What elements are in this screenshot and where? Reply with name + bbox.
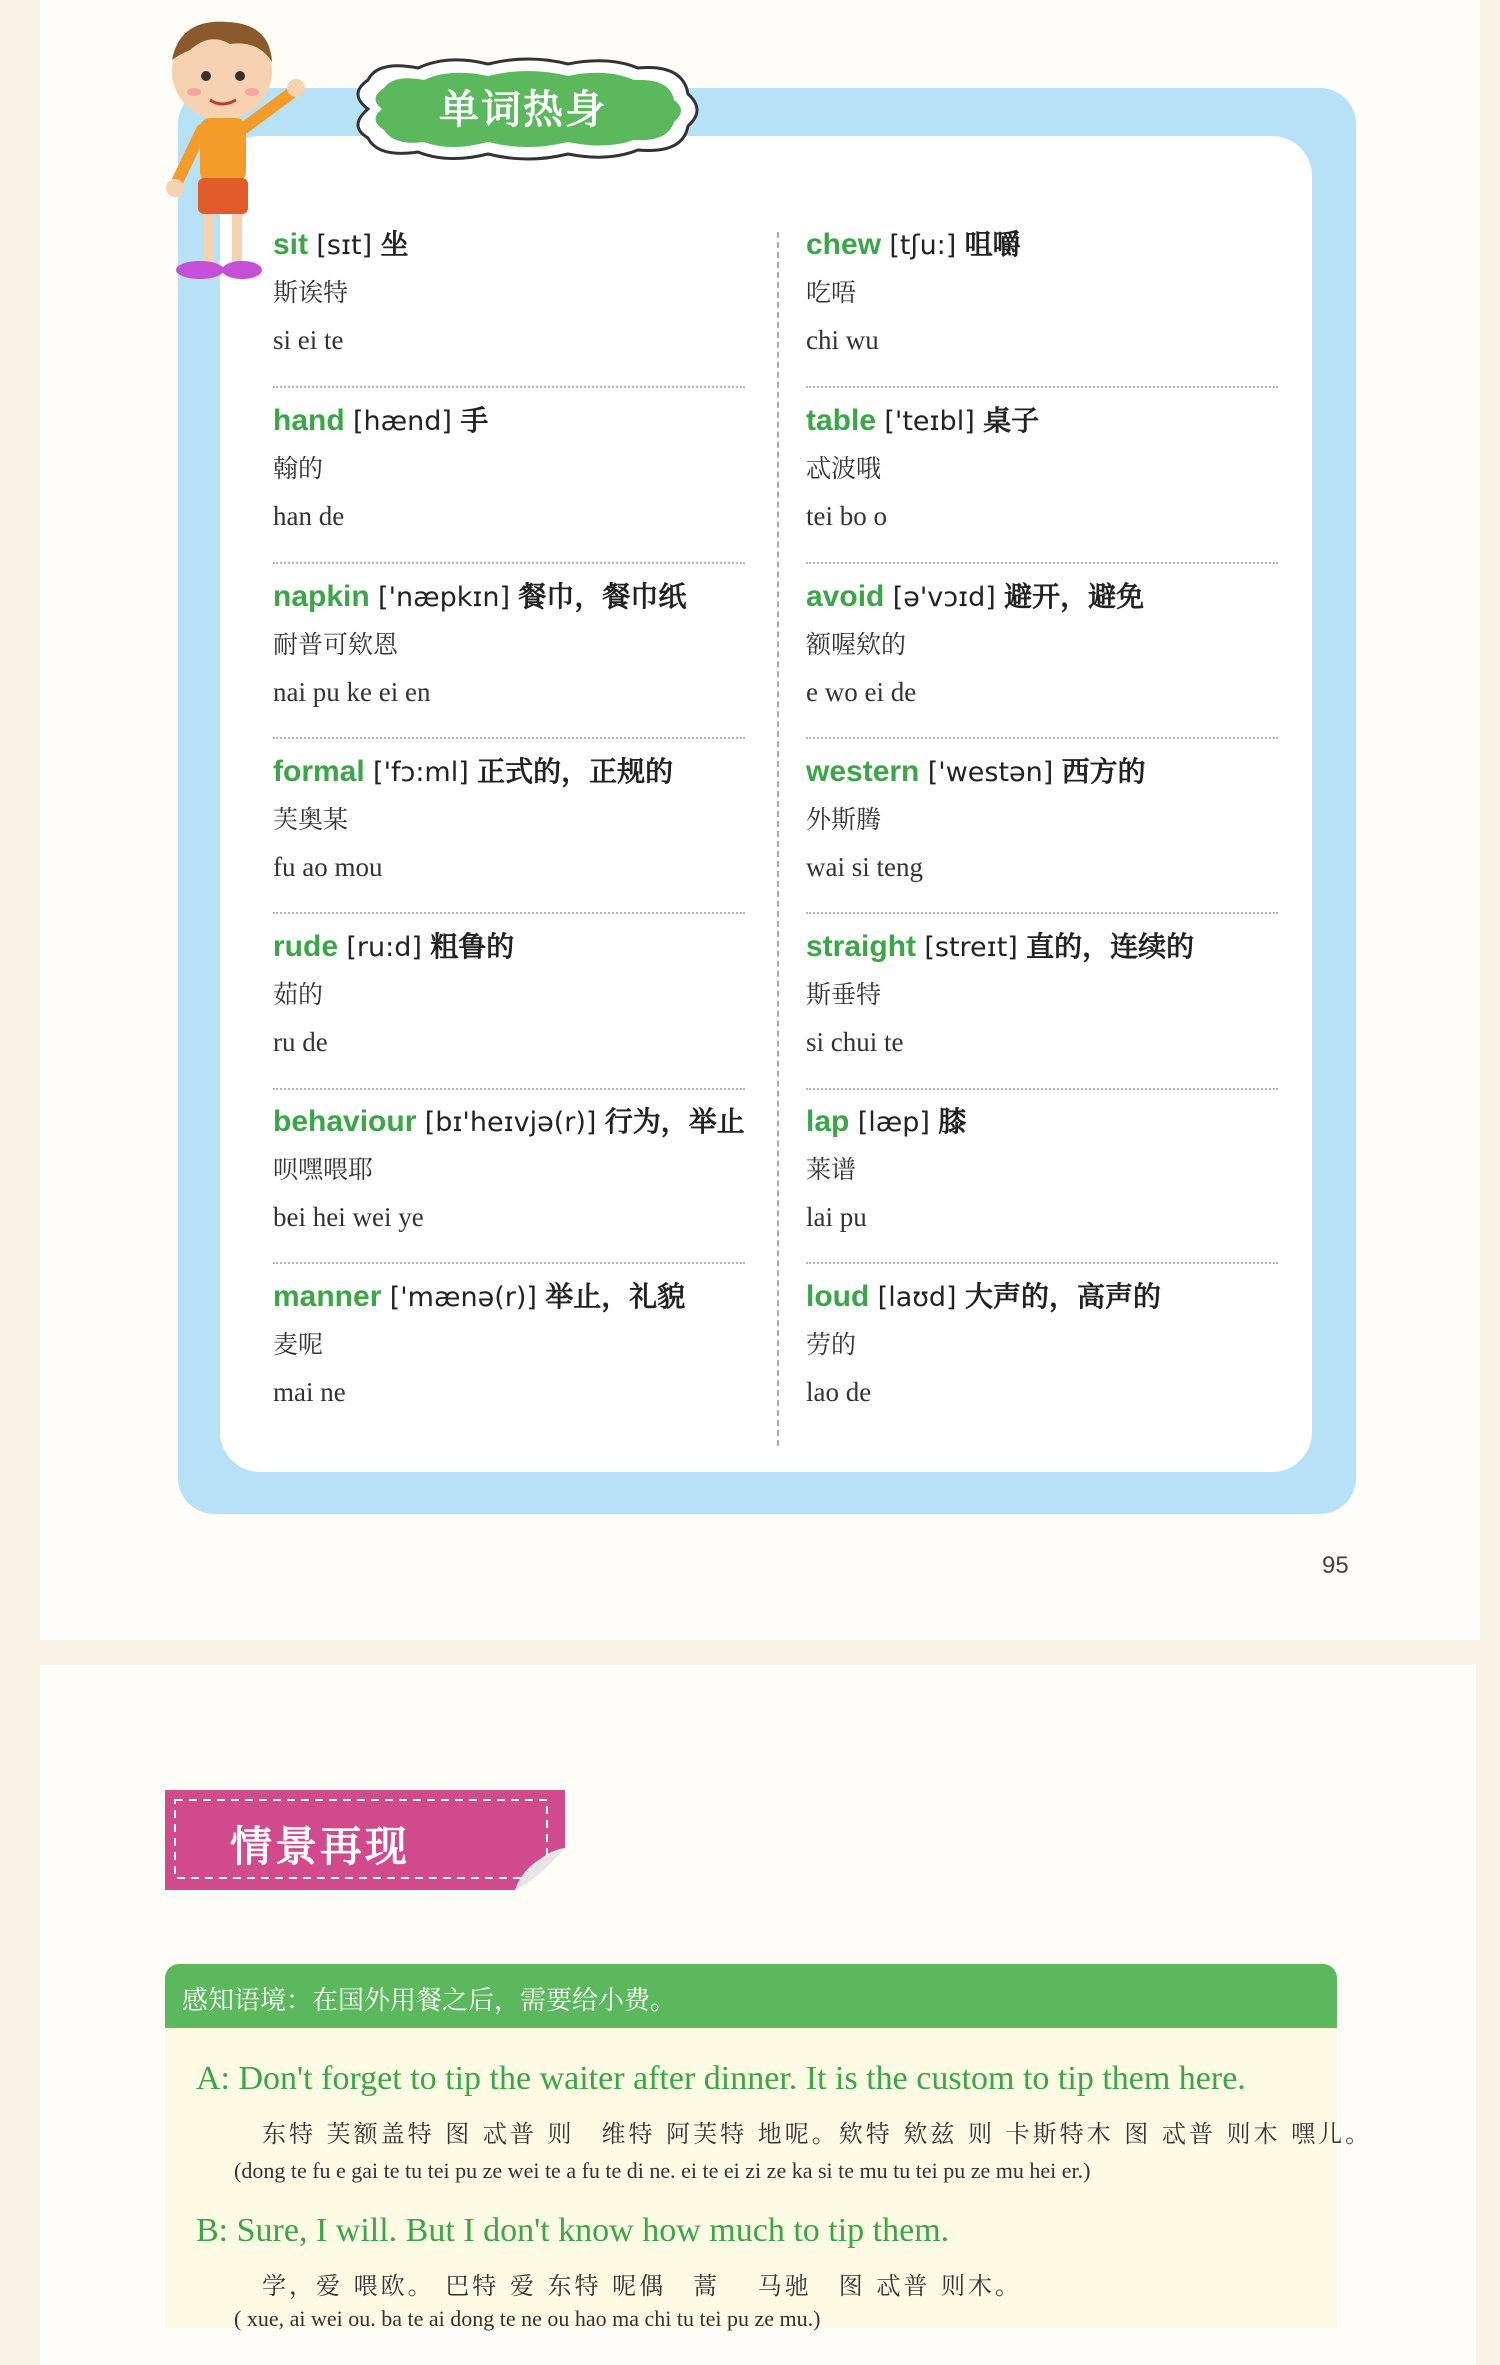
word-entry — [806, 578, 1266, 709]
phonetic: ['mænə(r)] — [389, 1282, 537, 1313]
word-entry — [273, 1278, 733, 1409]
word-entry — [273, 1103, 745, 1234]
phonetic: [laʊd] — [877, 1282, 957, 1313]
phonetic: ['næpkɪn] — [378, 582, 511, 613]
pinyin: si chui te — [806, 1027, 904, 1057]
entry-separator — [273, 562, 745, 564]
meaning: 手 — [460, 404, 489, 437]
pinyin: wai si teng — [806, 852, 923, 882]
homophone: 吃唔 — [806, 278, 857, 307]
meaning: 粗鲁的 — [430, 930, 515, 963]
dialog-line-en: A: Don't forget to tip the waiter after dinner. It is the custom to tip them here. — [196, 2060, 1246, 2097]
meaning: 坐 — [380, 228, 409, 261]
dialog-line-pinyin: ( xue, ai wei ou. ba te ai dong te ne ou hao ma chi tu tei pu ze mu.) — [234, 2306, 821, 2331]
word: western — [806, 755, 920, 788]
pinyin: mai ne — [273, 1377, 346, 1407]
pinyin: lao de — [806, 1377, 872, 1407]
homophone: 芙奥某 — [273, 805, 349, 834]
pinyin: si ei te — [273, 325, 344, 355]
word: rude — [273, 930, 339, 963]
meaning: 西方的 — [1061, 755, 1146, 788]
page-number: 95 — [1322, 1552, 1349, 1579]
phonetic: [sɪt] — [316, 230, 373, 261]
word-entry — [806, 226, 1266, 357]
homophone: 忒波哦 — [806, 454, 882, 483]
pinyin: ru de — [273, 1027, 328, 1057]
entry-separator — [273, 386, 745, 388]
homophone: 翰的 — [273, 454, 324, 483]
homophone: 额喔欸的 — [806, 630, 907, 659]
word: table — [806, 404, 877, 437]
word-entry — [806, 1103, 1266, 1234]
entry-separator — [806, 912, 1278, 914]
pinyin: han de — [273, 501, 345, 531]
word-entry — [273, 402, 733, 533]
word: loud — [806, 1280, 870, 1313]
pinyin: bei hei wei ye — [273, 1202, 424, 1232]
column-divider — [777, 232, 779, 1446]
meaning: 直的，连续的 — [1026, 930, 1195, 963]
phonetic: ['teɪbl] — [884, 406, 975, 437]
pinyin: fu ao mou — [273, 852, 383, 882]
phonetic: [bɪ'heɪvjə(r)] — [424, 1107, 597, 1138]
word: manner — [273, 1280, 382, 1313]
word-entry — [806, 1278, 1266, 1409]
entry-separator — [806, 1088, 1278, 1090]
phonetic: [læp] — [857, 1107, 930, 1138]
meaning: 正式的，正规的 — [477, 755, 674, 788]
word: straight — [806, 930, 917, 963]
entry-separator — [806, 1262, 1278, 1264]
word: sit — [273, 228, 309, 261]
word-entry — [273, 753, 733, 884]
word: chew — [806, 228, 882, 261]
phonetic: [streɪt] — [924, 932, 1018, 963]
phonetic: [ə'vɔɪd] — [892, 582, 996, 613]
homophone: 茹的 — [273, 980, 324, 1009]
entry-separator — [273, 912, 745, 914]
word: lap — [806, 1105, 850, 1138]
section-title: 单词热身 — [439, 87, 607, 133]
section-title: 情景再现 — [230, 1822, 411, 1871]
dialog-line-en: B: Sure, I will. But I don't know how much to tip them. — [196, 2212, 950, 2249]
meaning: 咀嚼 — [964, 228, 1021, 261]
word: formal — [273, 755, 365, 788]
word-entry — [273, 226, 733, 357]
meaning: 大声的，高声的 — [964, 1280, 1161, 1313]
word-entry — [273, 928, 733, 1059]
pinyin: lai pu — [806, 1202, 867, 1232]
dialog-line-homophone: 学，爱 喂欧。 巴特 爱 东特 呢偶 蒿 马驰 图 忒普 则木。 — [262, 2272, 1023, 2300]
phonetic: ['fɔ:ml] — [373, 757, 469, 788]
entry-separator — [806, 737, 1278, 739]
word-entry — [273, 578, 733, 709]
word: behaviour — [273, 1105, 417, 1138]
homophone: 外斯腾 — [806, 805, 882, 834]
homophone: 莱谱 — [806, 1155, 857, 1184]
meaning: 举止，礼貌 — [545, 1280, 686, 1313]
pinyin: tei bo o — [806, 501, 887, 531]
word-entry — [806, 928, 1266, 1059]
meaning: 行为，举止 — [604, 1105, 745, 1138]
word-entry — [806, 753, 1266, 884]
homophone: 劳的 — [806, 1330, 857, 1359]
context-text: 感知语境：在国外用餐之后，需要给小费。 — [182, 1986, 677, 2016]
phonetic: [hænd] — [353, 406, 452, 437]
dialog-line-homophone: 东特 芙额盖特 图 忒普 则 维特 阿芙特 地呢。欸特 欸兹 则 卡斯特木 图 忒普 则木 嘿儿。 — [262, 2120, 1373, 2148]
entry-separator — [273, 737, 745, 739]
phonetic: [ru:d] — [346, 932, 422, 963]
meaning: 膝 — [938, 1105, 967, 1138]
homophone: 麦呢 — [273, 1330, 324, 1359]
word-entry — [806, 402, 1266, 533]
homophone: 耐普可欸恩 — [273, 630, 399, 659]
pinyin: chi wu — [806, 325, 879, 355]
meaning: 餐巾，餐巾纸 — [518, 580, 687, 613]
dialog-line-pinyin: (dong te fu e gai te tu tei pu ze wei te a fu te di ne. ei te ei zi ze ka si te mu tu tei pu ze mu hei er.) — [234, 2158, 1091, 2183]
phonetic: [tʃu:] — [889, 230, 957, 261]
homophone: 斯垂特 — [806, 980, 882, 1009]
homophone: 斯诶特 — [273, 278, 349, 307]
pinyin: e wo ei de — [806, 677, 917, 707]
entry-separator — [806, 562, 1278, 564]
entry-separator — [806, 386, 1278, 388]
meaning: 桌子 — [983, 404, 1040, 437]
word: hand — [273, 404, 345, 437]
entry-separator — [273, 1262, 745, 1264]
phonetic: ['westən] — [927, 757, 1054, 788]
word: napkin — [273, 580, 370, 613]
pinyin: nai pu ke ei en — [273, 677, 431, 707]
word: avoid — [806, 580, 885, 613]
meaning: 避开，避免 — [1004, 580, 1145, 613]
homophone: 呗嘿喂耶 — [273, 1155, 374, 1184]
entry-separator — [273, 1088, 745, 1090]
